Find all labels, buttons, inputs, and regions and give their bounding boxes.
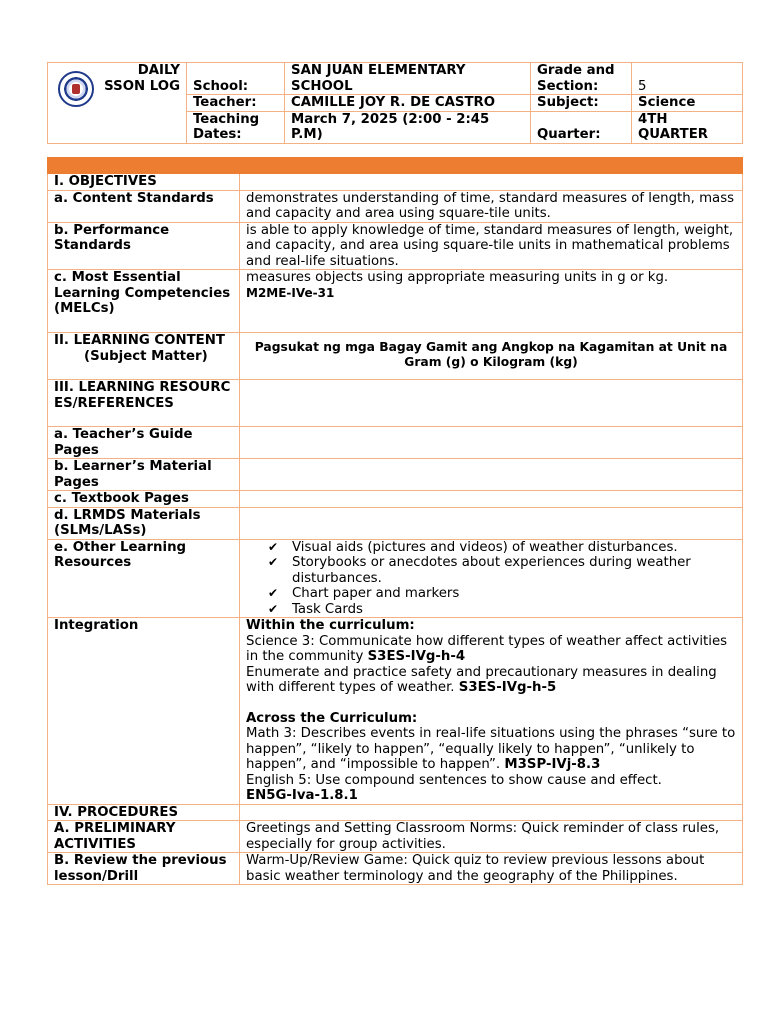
melcs-label: c. Most Essential Learning Competencies (MELCs) [48,270,240,333]
row-melcs [48,270,743,333]
row-teachers-guide [48,427,743,459]
content-standards-text: demonstrates understanding of time, standard measures of length, mass and capacity and area using square-tile units. [240,190,743,222]
across-heading: Across the Curriculum: [246,710,418,726]
review-label: B. Review the previous lesson/Drill [48,853,240,885]
title-line-1: DAILY [137,63,180,78]
row-objectives [48,174,743,191]
melcs-code: M2ME-IVe-31 [246,285,335,300]
review-text: Warm-Up/Review Game: Quick quiz to review previous lessons about basic weather terminology and the geography of the Philippines. [240,853,743,885]
orange-header-row [48,158,743,174]
row-preliminary [48,821,743,853]
within-text-2: Enumerate and practice safety and precautionary measures in dealing with different types of weather. [246,664,717,695]
subject-label: Subject: [531,95,632,112]
dates-value: March 7, 2025 (2:00 - 2:45 P.M) [285,111,531,143]
row-review [48,853,743,885]
deped-seal-icon [58,71,94,107]
content-standards-label: a. Content Standards [48,190,240,222]
title-line-2: SSON LOG [104,78,180,94]
procedures-label: IV. PROCEDURES [48,804,240,821]
row-resources [48,380,743,427]
resources-label: III. LEARNING RESOURCES/REFERENCES [48,380,240,427]
grade-value: 5 [632,63,743,95]
learners-material-label: b. Learner’s Material Pages [48,459,240,491]
row-learners-material [48,459,743,491]
dates-label: Teaching Dates: [187,111,285,143]
other-resources-label: e. Other Learning Resources [48,539,240,618]
preliminary-label: A. PRELIMINARY ACTIVITIES [48,821,240,853]
quarter-label: Quarter: [531,111,632,143]
other-resources-list [246,540,736,618]
quarter-value: 4TH QUARTER [632,111,743,143]
across-text-1: Math 3: Describes events in real-life situations using the phrases “sure to happen”, “likely to happen”, “equally likely to happen”, “unlikely to happen”, and “impossible to happen”. [246,726,736,772]
row-lrmds [48,507,743,539]
row-content-standards [48,190,743,222]
performance-text: is able to apply knowledge of time, standard measures of length, weight, and capacity, and area using square-tile units in mathematical problems and real-life situations. [240,222,743,270]
learning-content-text: Pagsukat ng mga Bagay Gamit ang Angkop na Kagamitan at Unit na Gram (g) o Kilogram (kg) [240,333,743,380]
list-item: ✔ Storybooks or anecdotes about experiences during weather disturbances. [268,555,736,586]
school-value: SAN JUAN ELEMENTARY SCHOOL [285,63,531,95]
header-table [47,62,743,144]
lrmds-label: d. LRMDS Materials (SLMs/LASs) [48,507,240,539]
melcs-text: measures objects using appropriate measuring units in g or kg. [246,270,669,285]
school-label: School: [187,63,285,95]
across-code-1: M3SP-IVj-8.3 [504,757,601,772]
within-code-1: S3ES-IVg-h-4 [367,649,466,664]
integration-label: Integration [48,618,240,805]
row-textbook [48,491,743,508]
performance-label: b. Performance Standards [48,222,240,270]
row-other-resources [48,539,743,618]
title-cell [48,63,187,144]
row-performance [48,222,743,270]
row-procedures [48,804,743,821]
subject-matter-label: (Subject Matter) [84,348,208,364]
list-item: ✔ Task Cards [268,602,736,618]
list-item: ✔ Chart paper and markers [268,586,736,602]
objectives-label: I. OBJECTIVES [48,174,240,191]
textbook-label: c. Textbook Pages [48,491,240,508]
teacher-value: CAMILLE JOY R. DE CASTRO [285,95,531,112]
grade-label: Grade and Section: [531,63,632,95]
within-code-2: S3ES-IVg-h-5 [458,680,557,695]
teacher-label: Teacher: [187,95,285,112]
within-heading: Within the curriculum: [246,618,415,633]
row-integration [48,618,743,805]
preliminary-text: Greetings and Setting Classroom Norms: Quick reminder of class rules, especially for group activities. [240,821,743,853]
lesson-table [47,157,743,885]
within-text-1: Science 3: Communicate how different types of weather affect activities in the community [246,633,728,664]
list-item: ✔ Visual aids (pictures and videos) of weather disturbances. [268,540,736,556]
row-learning-content [48,333,743,380]
subject-value: Science [632,95,743,112]
teachers-guide-label: a. Teacher’s Guide Pages [48,427,240,459]
across-text-2: English 5: Use compound sentences to show cause and effect. [246,772,662,788]
across-code-2: EN5G-Iva-1.8.1 [246,788,358,803]
learning-content-label: II. LEARNING CONTENT [54,333,225,348]
